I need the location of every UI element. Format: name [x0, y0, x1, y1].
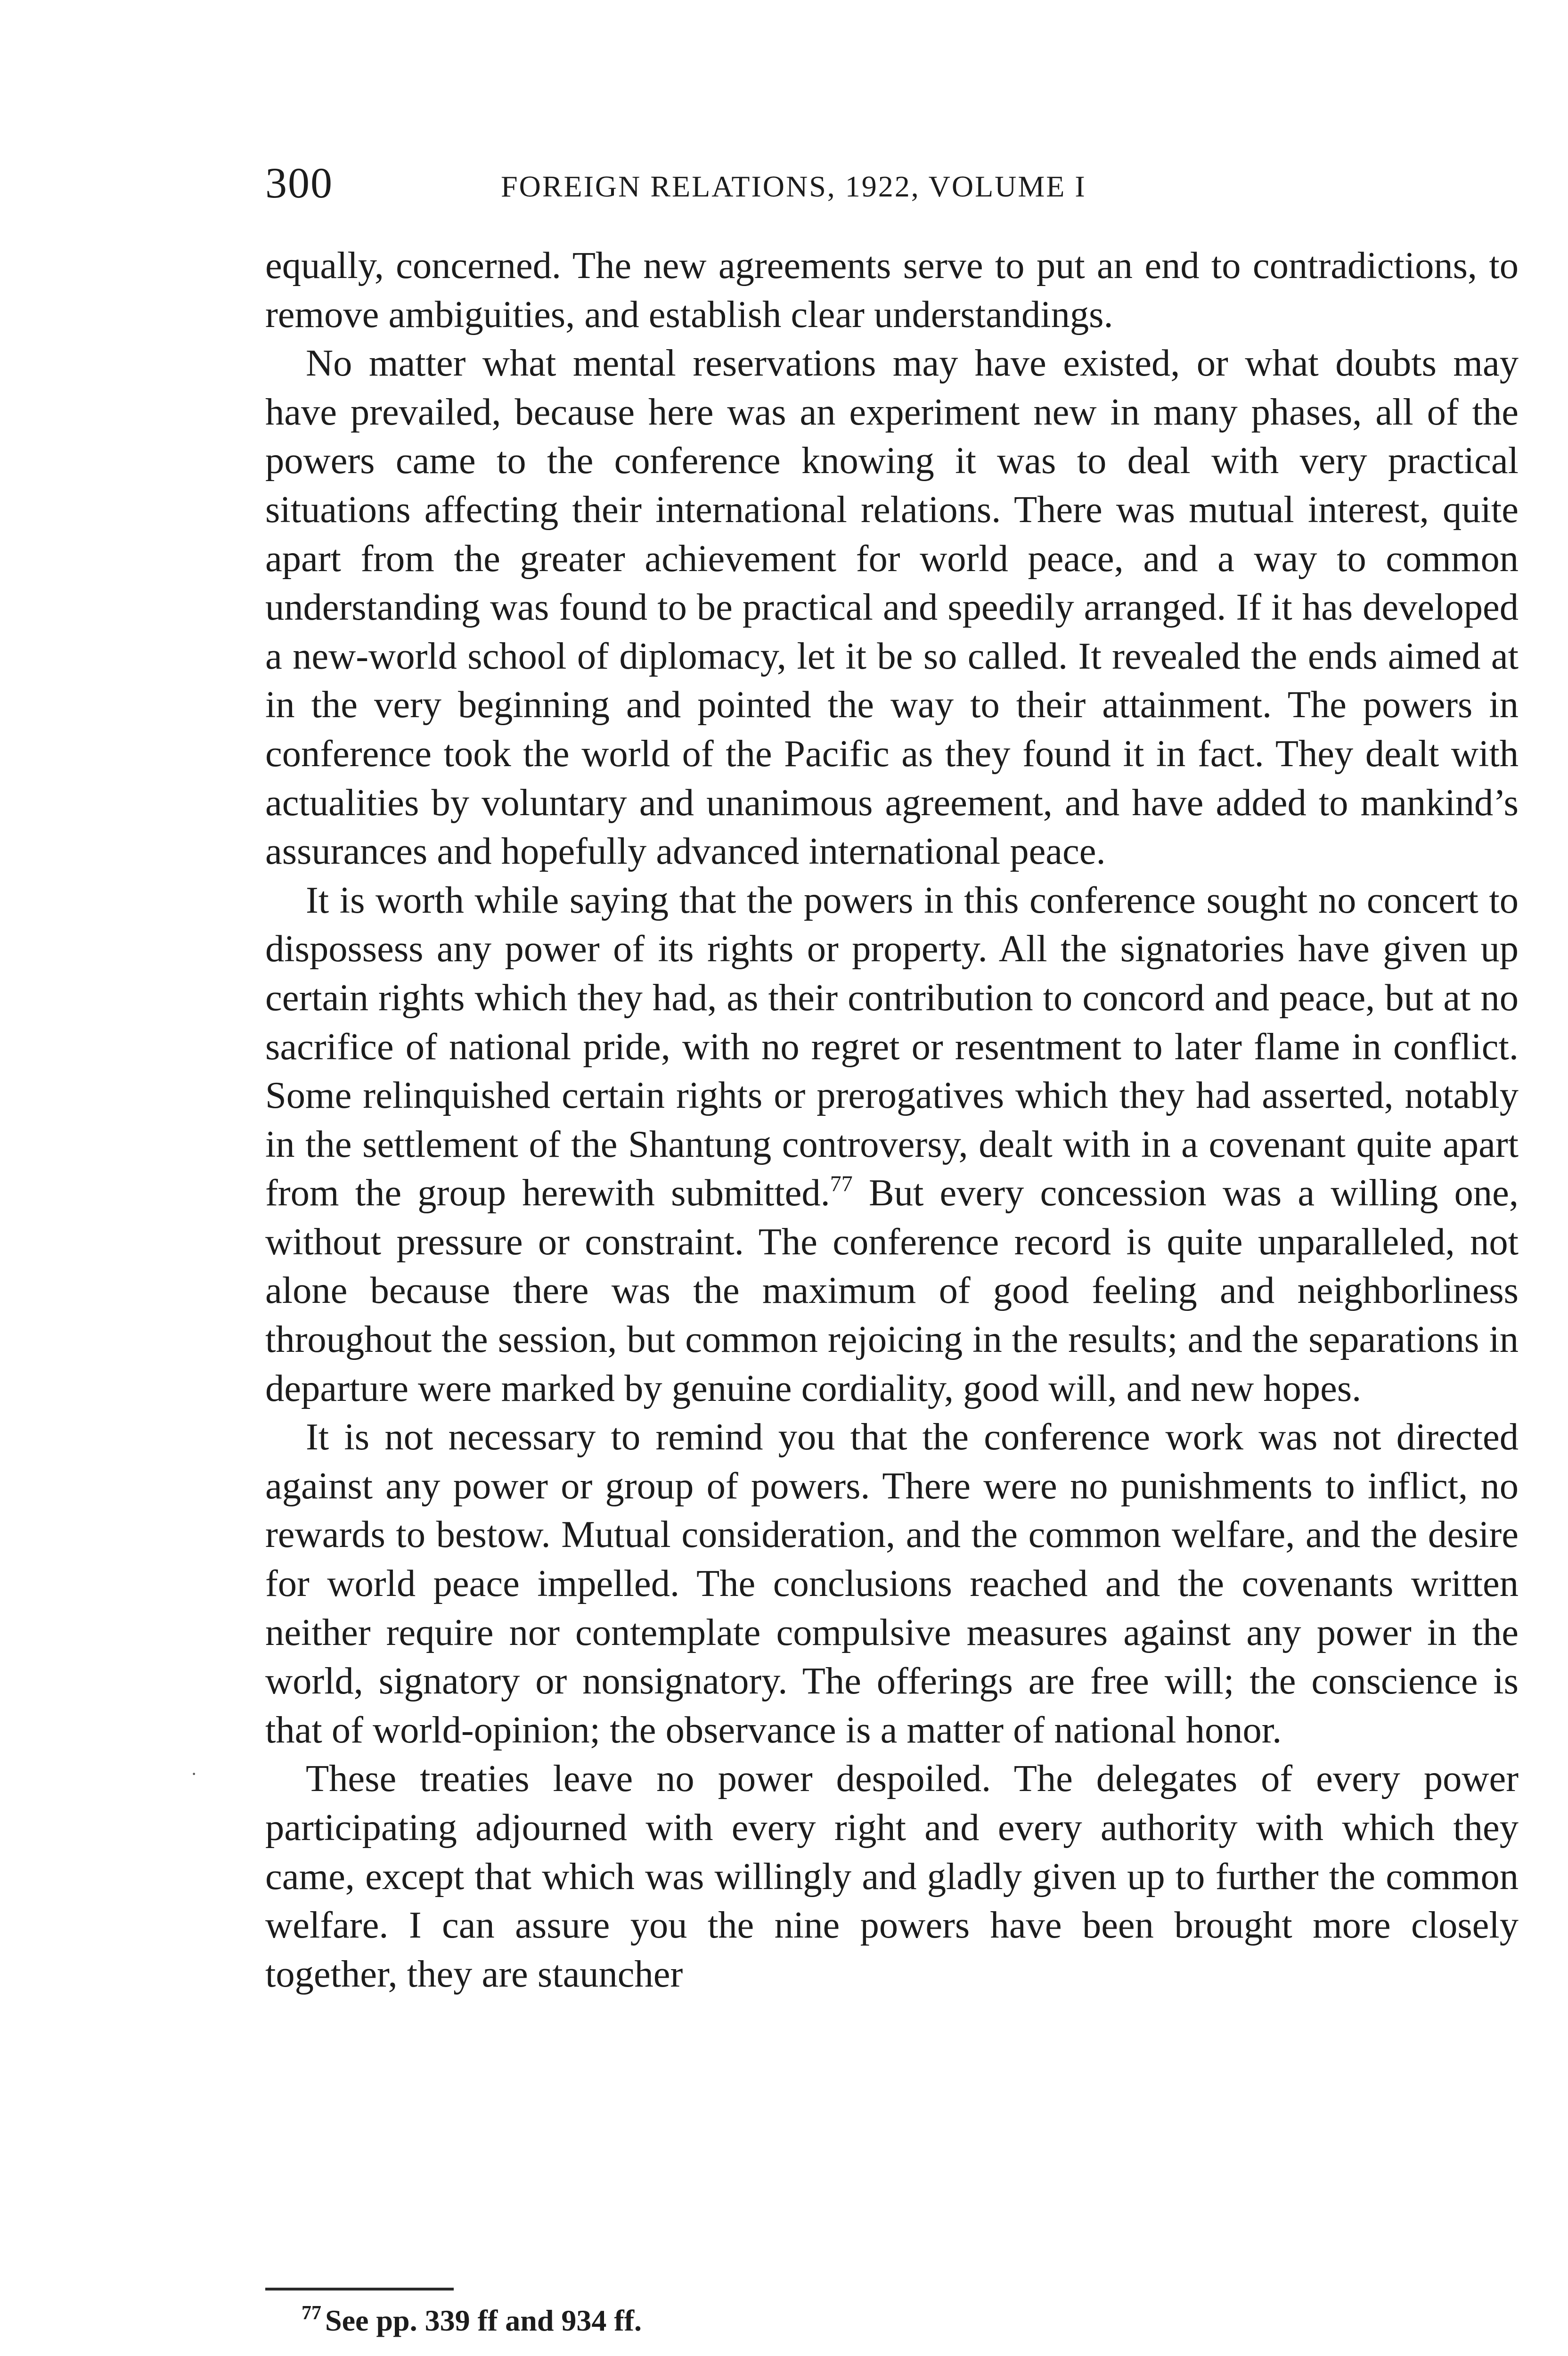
- footnote-number: 77: [302, 2302, 321, 2324]
- footnote-divider: [265, 2288, 454, 2291]
- paragraph: No matter what mental reservations may have existed, or what doubts may have prevailed, because here was an experiment new in many phases, all of the powers came to the conference knowing it was to deal with very practical situations affecting their international relations. There was mutual interest, quite apart from the greater achievement for world peace, and a way to common understanding was found to be practical and speedily arranged. If it has developed a new-world school of diplomacy, let it be so called. It revealed the ends aimed at in the very beginning and pointed the way to their attainment. The powers in conference took the world of the Pacific as they found it in fact. They dealt with actualities by voluntary and unanimous agreement, and have added to mankind’s assurances and hopefully advanced international peace.: [265, 342, 1519, 873]
- paragraph-continued: equally, concerned. The new agreements serve to put an end to contradictions, to remove ambiguities, and establish clear understandings.: [265, 245, 1519, 335]
- paragraph-with-footnote: [265, 876, 1519, 1413]
- paragraph: It is not necessary to remind you that the conference work was not directed against any power or group of powers. There were no punishments to inflict, no rewards to bestow. Mutual consideration, and the common welfare, and the desire for world peace impelled. The conclusions reached and the covenants written neither require nor contemplate compulsive measures against any power in the world, signatory or nonsignatory. The offerings are free will; the conscience is that of world-opinion; the observance is a matter of national honor.: [265, 1416, 1519, 1751]
- running-head: [265, 159, 1519, 216]
- margin-mark: ·: [191, 1763, 197, 1784]
- paragraph-text: It is worth while saying that the powers in this conference sought no concert to dispossess any power of its rights or property. All the signatories have given up certain rights which they had, as their contribution to concord and peace, but at no sacrifice of national pride, with no regret or resentment to later flame in conflict. Some relinquished certain rights or prerogatives which they had asserted, notably in the settlement of the Shantung controversy, dealt with in a covenant quite apart from the group herewith submitted.: [265, 879, 1519, 1214]
- page-number: 300: [265, 159, 333, 207]
- running-title: FOREIGN RELATIONS, 1922, VOLUME I: [501, 170, 1086, 203]
- body-text: [265, 241, 1519, 1998]
- paragraph-text: But every concession was a willing one, without pressure or constraint. The conference record is quite unparalleled, not alone because there was the maximum of good feeling and neighborliness throughout the session, but common rejoicing in the results; and the separations in departure were marked by genuine cordiality, good will, and new hopes.: [265, 1172, 1519, 1409]
- paragraph: These treaties leave no power despoiled. The delegates of every power participating adjourned with every right and every authority with which they came, except that which was willingly and gladly given up to further the common welfare. I can assure you the nine powers have been brought more closely together, they are stauncher: [265, 1758, 1519, 1995]
- footnote: [302, 2299, 1432, 2342]
- footnote-reference: 77: [830, 1171, 853, 1197]
- footnote-text: See pp. 339 ff and 934 ff.: [325, 2304, 642, 2337]
